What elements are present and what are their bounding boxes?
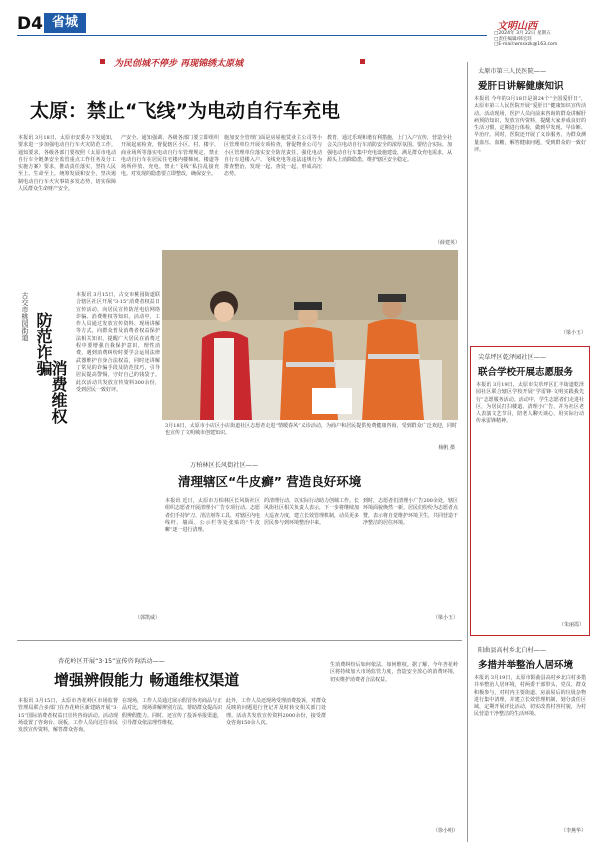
wanbolin-col-1: 本报讯 近日，太原市万柏林区长风街社区组织志愿者开展清理小广告专项行动。志愿者们手持铲刀、清洁剂等工具，对辖区内电线杆、墙面、公示栏等处张贴的“牛皮癣”逐一进行清理。 [165,498,261,534]
photo-byline: 杨帆 摄 [438,445,455,451]
masthead-rule [17,35,487,36]
xinghualing-col-1: 本报讯 3月15日，太原市杏花岭区市场监督管理局联合多部门在杏花岭区新建路开展“3·15”国际消费者权益日宣传咨询活动。活动现场设置了咨询台、展板，工作人员向过往市民发放宣传资料，解答群众咨询。 [18,698,119,734]
xinghualing-col-4: 生消费纠纷后如何依法、如何维权。据了解，今年杏花岭区将持续加大市场监管力度，营造安全放心的消费环境，切实维护消费者合法权益。 [330,662,458,683]
yangqu-byline: （李燕华） [560,828,586,834]
health-text: 本报讯 今年的3月18日是第24个“全国爱肝日”，太原市第三人民医院开展“爱肝日”健康知识宣传活动。活动现场，医护人员向前来咨询的群众讲解肝病预防知识，发放宣传资料，提醒大家养成良好的生活习惯，定期进行体检，做到早发现、早诊断、早治疗。同时，医院还开展了义诊服务，为群众测量血压、血糖，解答健康问题，受到群众的一致好评。 [474,96,586,154]
health-byline: （梁小玉） [560,330,586,336]
xinghualing-kicker: 杏花岭区开展“3·15”宣传咨询活动—— [58,658,165,665]
wanbolin-title: 清理辖区“牛皮癣” 营造良好环境 [178,474,362,489]
yangqu-title: 多措并举整治人居环境 [478,660,574,671]
gujiao-vertical-title-1: 防范诈骗 [34,312,53,376]
yangqu-text: 本报讯 3月19日，太原市阳曲县高村乡北白村多措并举整治人居环境，村两委干部带头，党员、群众积极参与，对村内主要街道、房前屋后的垃圾杂物进行集中清理，并建立长效管理机制，划分责任区域，定期开展评比活动，切实改善村容村貌，为村民营造干净整洁的生活环境。 [474,675,586,718]
volunteer-kicker: 尖草坪区乾泽园社区—— [478,354,547,361]
xinghualing-title: 增强辨假能力 畅通维权渠道 [54,671,240,689]
xinghualing-byline: （徐小明） [432,828,458,834]
banner-slogan: 为民创城不停步 再现锦绣太原城 [114,59,244,69]
main-col-1: 本报讯 3月18日，太原市安委办下发通知，要求进一步加强电动自行车火灾防范工作。通知要求，各级各部门要按照《太原市电动自行车全链条安全监管重点工作任务及分工实施方案》要求，推动责任落实，坚持人民至上、生命至上，统筹发展和安全，坚决遏制电动自行车火灾事故多发态势，切实保障人民群众生命财产安全。 [18,135,116,193]
leaflet [312,388,352,414]
volunteer-text: 本报讯 3月19日，太原市尖草坪区汇丰街道乾泽园社区联合辖区学校开展“学雷锋·文明实践我先行”志愿服务活动。活动中，学生志愿者们走进社区，为居民打扫楼道、清理小广告，并为社区老人表演文艺节目，陪老人聊天谈心，用实际行动传承雷锋精神。 [476,382,584,425]
xinghualing-col-3: 此外，工作人员还现场受理消费投诉，对群众反映的问题进行登记并及时转交相关部门处理。活动共发放宣传资料2000余份，接受群众咨询150余人次。 [226,698,327,726]
email-line: □E-mail:wmsxzk@163.com [494,42,558,47]
photo-scene [162,250,458,420]
gujiao-vertical-title-2: 消费维权 [49,360,68,424]
health-title: 爱肝日讲解健康知识 [478,81,564,92]
editor-line: □责任编辑/韩宏旺 [494,37,533,42]
banner-dot-left [100,59,105,64]
main-col-2: 产安全。通知强调，各级各部门要立即组织开展起底检查，督促辖区小区、村、楼宇、商业场所等落实电动自行车管理规定，禁止电动自行车在居民住宅楼内楼梯间、楼道等场所停放、充电，禁止“飞线”私拉乱接充电。对发现的隐患要立即整改，确保安全。 [121,135,219,178]
volunteer-title: 联合学校开展志愿服务 [478,367,574,378]
gujiao-byline: （郭凯威） [134,615,160,621]
photo-caption: 3月18日，太原市小店区小店街道社区志愿者走进“情暖春风”义诊活动，为商户和居民提供免费健康咨询，受到群众广泛欢迎，同时也宣传了文明城市创建知识。 [165,423,457,437]
wanbolin-col-2: 的清理行动，以实际行动助力创城工作。长风街社区相关负责人表示，下一步将继续加大巡查力度，建立长效管理机制，动员更多居民参与到环境整治中来。 [264,498,360,526]
gujiao-vertical-label: 古交市桃园街道 [21,292,29,341]
banner-dot-right [360,59,365,64]
wanbolin-kicker: 万柏林区长风街社区—— [190,462,259,469]
yangqu-kicker: 阳曲县高村乡北白村—— [478,647,547,654]
section-label: 省城 [44,13,86,33]
main-headline: 太原：禁止“飞线”为电动自行车充电 [30,100,340,122]
health-kicker: 太原市第三人民医院—— [478,68,547,75]
main-byline: （薛建英） [434,240,460,246]
gujiao-text: 本报讯 3月15日，古交市桃园街道联合辖区社区开展“3·15”消费者权益日宣传活动，向居民宣传防范电信网络诈骗、消费维权等知识。活动中，工作人员通过发放宣传资料、现场讲解等方式，向群众普及消费者权益保护法相关知识，提醒广大居民在消费过程中要增强自我保护意识，理性消费，遇到消费纠纷时要学会运用法律武器维护自身合法权益，同时还讲解了常见的诈骗手段及防范技巧，引导居民提高警惕，守好自己的钱袋子。此次活动共发放宣传资料300余份，受到居民一致好评。 [76,292,160,393]
right-column-rule [467,62,468,842]
brand-logo: 文明山西 [497,21,537,32]
main-col-3: 施加安全管理门面是房屋租赁业主公司等小区管理单位开展专项检查，督促物业公司与小区管理单位落实安全防范责任，强化电动自行车进楼入户、飞线充电等违法违规行为排查整治，发现一起、查处一起，形成高压态势。 [224,135,322,178]
main-photo [162,250,458,420]
volunteer-byline: （朱丽霞） [558,622,584,628]
wanbolin-col-3: 到时，志愿者们清理小广告200余处，辖区环境面貌焕然一新。居民们纷纷为志愿者点赞，表示将自觉维护环境卫生，共同营造干净整洁的居住环境。 [363,498,459,526]
xinghualing-col-2: 在现场，工作人员通过展示假冒伪劣商品与正品对比，现场讲解辨别方法，帮助群众提高识假辨假能力。同时，还宣传了投诉举报渠道，引导群众依法理性维权。 [122,698,223,726]
main-col-4: 教育，通过乐观和谐有利措施，上门入户宣传，营造全社会关注电动自行车消防安全的浓厚氛围。要结合实际，加强电动自行车集中充电设施建设，满足群众充电需求，从源头上消除隐患，维护辖区安全稳定。 [327,135,453,163]
page-code: D4 [17,14,43,34]
lower-section-rule [17,640,462,641]
banner [100,56,365,68]
date-line: □2024年 3月 22日 星期五 [494,31,551,36]
wanbolin-byline: （梁小玉） [432,615,458,621]
